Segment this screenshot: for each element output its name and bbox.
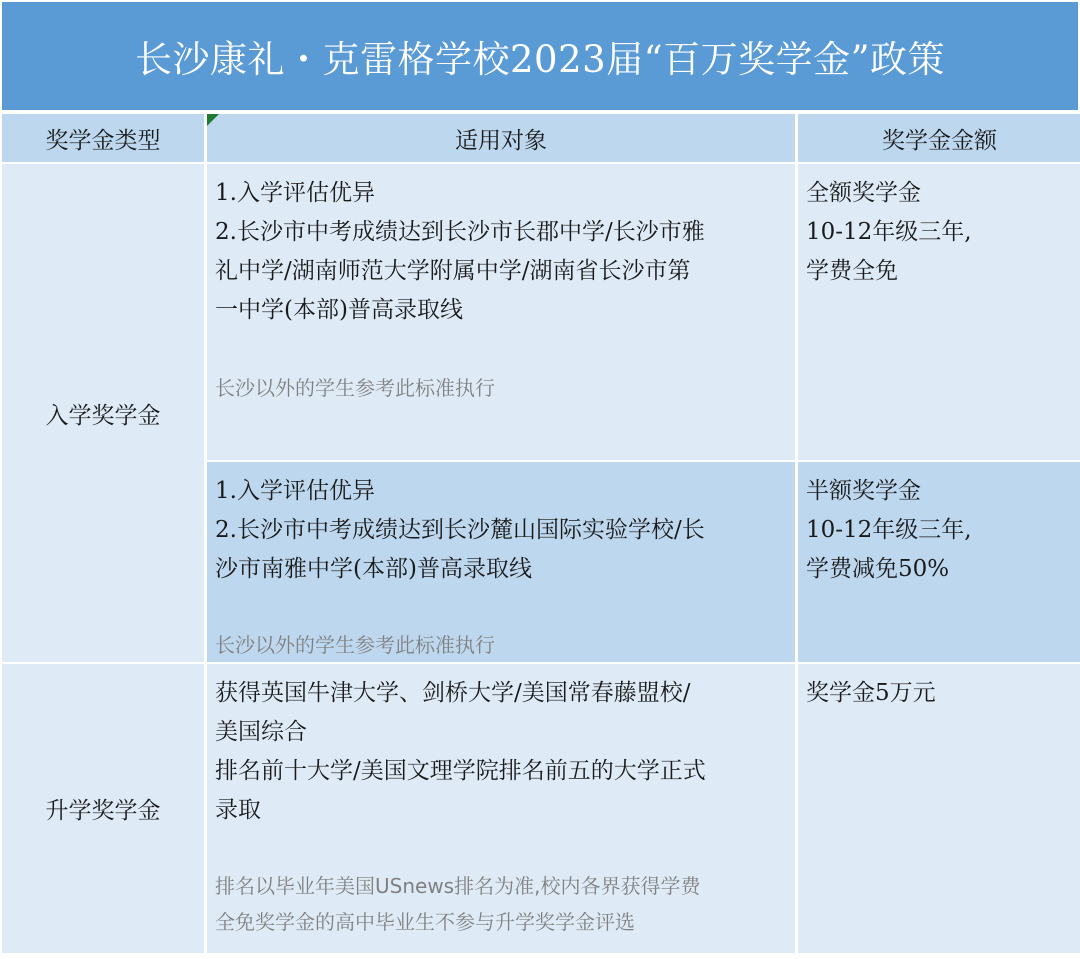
criteria-line: 一中学(本部)普高录取线 bbox=[215, 297, 463, 323]
header-amount bbox=[798, 114, 1080, 162]
criteria-line: 获得英国牛津大学、剑桥大学/美国常春藤盟校/ bbox=[215, 680, 691, 706]
amount-cell-half bbox=[798, 462, 1080, 662]
criteria-note: 排名以毕业年美国USnews排名为准,校内各界获得学费 bbox=[215, 874, 701, 898]
criteria-note: 全免奖学金的高中毕业生不参与升学奖学金评选 bbox=[215, 910, 635, 934]
amount-line: 10-12年级三年, bbox=[806, 219, 972, 245]
criteria-cell-college bbox=[207, 664, 795, 953]
amount-line: 半额奖学金 bbox=[806, 478, 921, 504]
amount-cell-college bbox=[798, 664, 1080, 953]
page-title: 长沙康礼・克雷格学校2023届“百万奖学金”政策 bbox=[135, 38, 945, 81]
type-label: 升学奖学金 bbox=[45, 798, 161, 824]
criteria-note: 长沙以外的学生参考此标准执行 bbox=[215, 376, 495, 400]
header-label: 奖学金金额 bbox=[882, 127, 997, 154]
amount-line: 10-12年级三年, bbox=[806, 517, 972, 543]
header-scholarship-type bbox=[2, 114, 204, 162]
criteria-line: 排名前十大学/美国文理学院排名前五的大学正式 bbox=[215, 758, 706, 784]
title-bar bbox=[2, 2, 1078, 110]
type-cell-college bbox=[2, 664, 204, 953]
header-eligibility bbox=[207, 114, 795, 162]
criteria-line: 礼中学/湖南师范大学附属中学/湖南省长沙市第 bbox=[215, 258, 691, 284]
amount-line: 全额奖学金 bbox=[806, 180, 921, 206]
criteria-note: 长沙以外的学生参考此标准执行 bbox=[215, 633, 495, 657]
criteria-line: 1.入学评估优异 bbox=[215, 180, 375, 206]
criteria-line: 沙市南雅中学(本部)普高录取线 bbox=[215, 556, 532, 582]
scholarship-table bbox=[2, 114, 1078, 953]
criteria-line: 1.入学评估优异 bbox=[215, 478, 375, 504]
amount-line: 学费减免50% bbox=[806, 556, 950, 582]
bottom-margin bbox=[0, 953, 1080, 959]
criteria-line: 2.长沙市中考成绩达到长沙麓山国际实验学校/长 bbox=[215, 517, 705, 543]
header-label: 适用对象 bbox=[455, 127, 547, 154]
type-cell-admission bbox=[2, 164, 204, 662]
criteria-line: 2.长沙市中考成绩达到长沙市长郡中学/长沙市雅 bbox=[215, 219, 705, 245]
criteria-line: 录取 bbox=[215, 797, 261, 823]
type-label: 入学奖学金 bbox=[45, 402, 161, 429]
amount-line: 学费全免 bbox=[806, 258, 898, 284]
comment-indicator-icon bbox=[207, 114, 219, 126]
amount-cell-full bbox=[798, 164, 1080, 460]
criteria-cell-half bbox=[207, 462, 795, 662]
criteria-line: 美国综合 bbox=[215, 719, 307, 745]
criteria-cell-full bbox=[207, 164, 795, 460]
header-label: 奖学金类型 bbox=[45, 127, 161, 154]
amount-line: 奖学金5万元 bbox=[806, 680, 936, 706]
